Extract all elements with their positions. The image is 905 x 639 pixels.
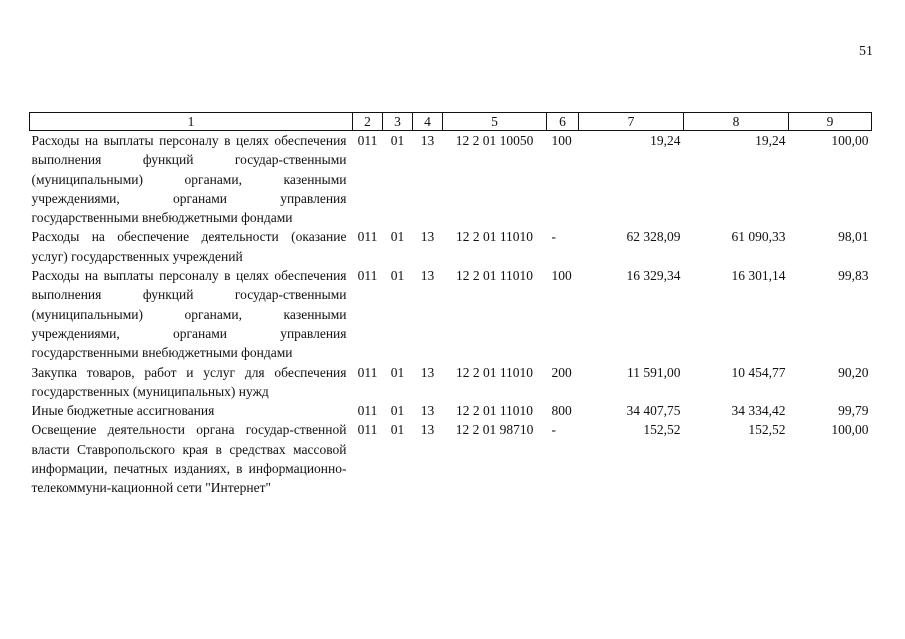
row-cell: 011: [357, 229, 378, 245]
row-cell: 12 2 01 11010: [455, 229, 534, 245]
row-cell: 01: [390, 133, 405, 148]
row-cell: 13: [420, 133, 435, 148]
table-row: [30, 227, 872, 266]
column-header: 6: [547, 113, 579, 131]
table-row: [30, 266, 872, 362]
row-cell: 62 328,09: [626, 229, 681, 245]
row-cell: 13: [420, 364, 435, 380]
table-row: [30, 131, 872, 228]
row-cell: 19,24: [755, 133, 786, 148]
column-header: 4: [413, 113, 443, 131]
column-header: 1: [30, 113, 353, 131]
row-cell: 12 2 01 98710: [455, 422, 534, 438]
row-cell: 16 301,14: [731, 268, 786, 284]
row-cell: 12 2 01 10050: [455, 133, 534, 148]
row-cell: 19,24: [650, 133, 681, 148]
table-row: [30, 401, 872, 420]
column-header: 7: [579, 113, 684, 131]
column-header: 2: [353, 113, 383, 131]
row-cell: 100: [551, 268, 572, 284]
row-description: Освещение деятельности органа государ-ственной власти Ставропольского края в средствах массовой информации, печатных изданиях, в информационно-телекоммуни-кационной сети "Интернет": [31, 422, 347, 496]
row-description: Закупка товаров, работ и услуг для обеспечения государственных (муниципальных) нужд: [31, 364, 347, 399]
row-cell: 11 591,00: [627, 364, 681, 380]
row-cell: 98,01: [838, 229, 869, 245]
row-description: Расходы на обеспечение деятельности (оказание услуг) государственных учреждений: [31, 229, 347, 264]
row-cell: 99,83: [838, 268, 869, 284]
row-cell: 34 407,75: [626, 403, 681, 419]
row-cell: 90,20: [838, 364, 869, 380]
row-cell: 13: [420, 268, 435, 284]
row-cell: 01: [390, 229, 405, 245]
table-row: [30, 363, 872, 402]
row-cell: 01: [390, 403, 405, 419]
row-cell: 200: [551, 364, 572, 380]
column-header: 8: [684, 113, 789, 131]
row-cell: 01: [390, 364, 405, 380]
row-cell: 011: [357, 422, 378, 438]
row-cell: 011: [357, 403, 378, 419]
row-cell: 99,79: [838, 403, 869, 419]
row-description: Иные бюджетные ассигнования: [31, 403, 215, 419]
row-cell: 12 2 01 11010: [455, 403, 534, 419]
row-cell: 61 090,33: [731, 229, 786, 245]
row-cell: 10 454,77: [731, 364, 786, 380]
row-description: Расходы на выплаты персоналу в целях обеспечения выполнения функций государ-ственными (муниципальными) органами, казенными учреждениями, органами управления государственными внебюджетными фондами: [31, 268, 347, 361]
row-cell: 152,52: [748, 422, 786, 438]
row-cell: 100,00: [831, 422, 869, 438]
row-cell: 12 2 01 11010: [455, 268, 534, 284]
row-cell: 01: [390, 268, 405, 284]
row-description: Расходы на выплаты персоналу в целях обеспечения выполнения функций государ-ственными (муниципальными) органами, казенными учреждениями, органами управления государственными внебюджетными фондами: [31, 133, 347, 226]
column-header: 5: [443, 113, 547, 131]
budget-table: [29, 112, 872, 498]
column-header: 3: [383, 113, 413, 131]
row-cell: 011: [357, 133, 378, 148]
row-cell: 100,00: [831, 133, 869, 148]
row-cell: 011: [357, 364, 378, 380]
row-cell: 16 329,34: [626, 268, 681, 284]
header-row: [30, 113, 872, 131]
row-cell: 13: [420, 422, 435, 438]
row-cell: 13: [420, 403, 435, 419]
row-cell: 01: [390, 422, 405, 438]
page-number: 51: [859, 44, 873, 59]
row-cell: 34 334,42: [731, 403, 786, 419]
row-cell: 13: [420, 229, 435, 245]
row-cell: 100: [551, 133, 572, 148]
row-cell: -: [551, 422, 556, 438]
row-cell: 12 2 01 11010: [455, 364, 534, 380]
row-cell: 152,52: [643, 422, 681, 438]
row-cell: 011: [357, 268, 378, 284]
row-cell: -: [551, 229, 556, 245]
row-cell: 800: [551, 403, 572, 419]
table-row: [30, 420, 872, 497]
column-header: 9: [789, 113, 872, 131]
